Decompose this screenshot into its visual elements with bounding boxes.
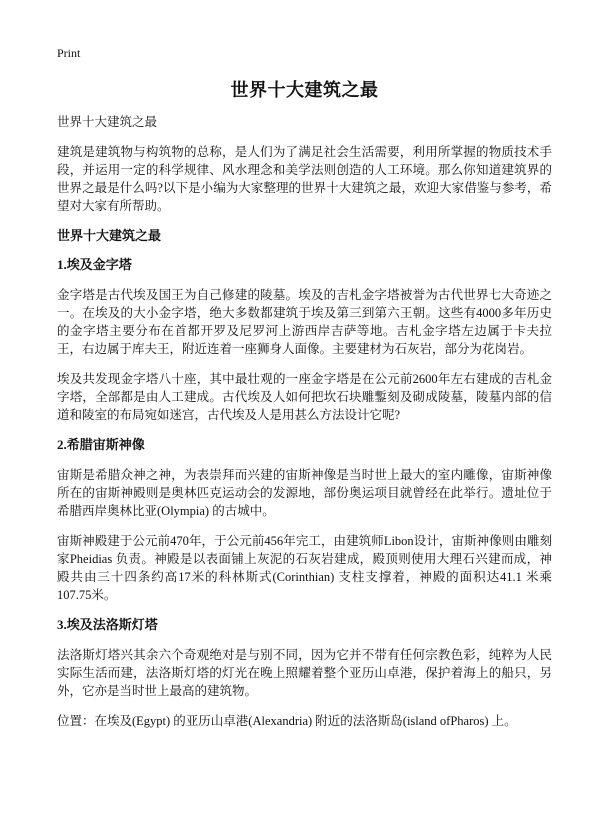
paragraph: 埃及共发现金字塔八十座，其中最壮观的一座金字塔是在公元前2600年左右建成的吉札金字塔，全部都是由人工建成。古代埃及人如何把坎石块雕鏨刻及砌成陵墓，陵墓内部的信道和陵室的布局宛如迷宫，古代埃及人是用甚么方法设计它呢? xyxy=(57,372,552,422)
paragraph: 宙斯神殿建于公元前470年，于公元前456年完工，由建筑师Libon设计，宙斯神像则由雕刻家Pheidias 负责。神殿是以表面铺上灰泥的石灰岩建成，殿顶则使用大理石兴建而成，神殿共由三十四条约高17米的科林斯式(Corinthian) 支柱支撑着，神殿的面积达41.1 米乘107.75米。 xyxy=(57,534,552,602)
paragraph: 金字塔是古代埃及国王为自己修建的陵墓。埃及的吉札金字塔被誉为古代世界七大奇迹之一。在埃及的大小金字塔，绝大多数都建筑于埃及第三到第六王朝。这些有4000多年历史的金字塔主要分布在首都开罗及尼罗河上游西岸吉萨等地。吉札金字塔左边属于卡夫拉王，右边属于库夫王，附近连着一座狮身人面像。主要建材为石灰岩，部分为花岗岩。 xyxy=(57,288,552,356)
intro-paragraph: 建筑是建筑物与构筑物的总称，是人们为了满足社会生活需要，利用所掌握的物质技术手段，并运用一定的科学规律、风水理念和美学法则创造的人工环境。那么你知道建筑界的世界之最是什么吗?以下是小编为大家整理的世界十大建筑之最，欢迎大家借鉴与参考，希望对大家有所帮助。 xyxy=(57,145,552,213)
heading-pharos-lighthouse: 3.埃及法洛斯灯塔 xyxy=(57,617,158,632)
paragraph: 宙斯是希腊众神之神，为表崇拜而兴建的宙斯神像是当时世上最大的室内雕像，宙斯神像所在的宙斯神殿则是奥林匹克运动会的发源地，部份奥运项目就曾经在此举行。遗址位于希腊西岸奥林比亚(Olympia) 的古城中。 xyxy=(57,468,552,518)
paragraph: 位置：在埃及(Egypt) 的亚历山卓港(Alexandria) 附近的法洛斯岛(island ofPharos) 上。 xyxy=(57,714,517,728)
section-heading: 世界十大建筑之最 xyxy=(57,228,162,243)
heading-zeus-statue: 2.希腊宙斯神像 xyxy=(57,437,145,452)
paragraph: 法洛斯灯塔兴其余六个奇观绝对是与别不同，因为它并不带有任何宗教色彩，纯粹为人民实际生活而建，法洛斯灯塔的灯光在晚上照耀着整个亚历山卓港，保护着海上的船只，另外，它亦是当时世上最高的建筑物。 xyxy=(57,648,552,698)
print-link[interactable]: Print xyxy=(57,46,81,60)
subtitle: 世界十大建筑之最 xyxy=(57,115,158,129)
heading-pyramids: 1.埃及金字塔 xyxy=(57,257,132,272)
page-title: 世界十大建筑之最 xyxy=(230,80,379,100)
